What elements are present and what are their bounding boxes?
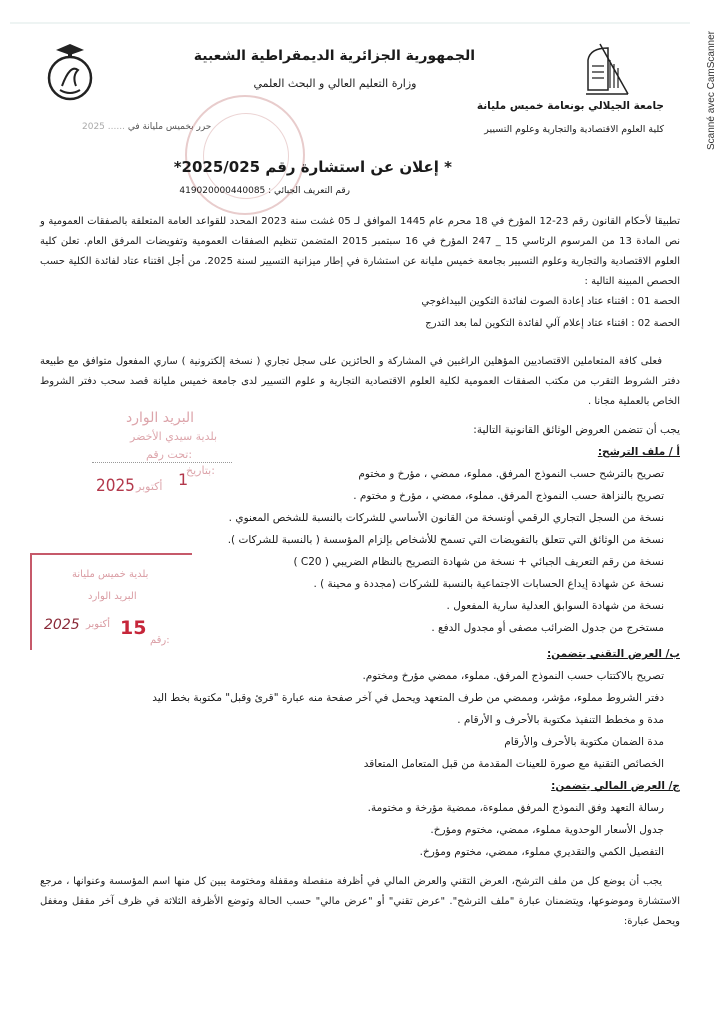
postal-stamp-year: 2025	[96, 476, 135, 496]
university-name: جامعة الجيلالي بونعامة خميس مليانة	[476, 100, 664, 112]
place-date-label: حرر بخميس مليانة في	[127, 122, 212, 132]
scan-edge-line	[10, 22, 690, 24]
lot-item: الحصة 02 : اقتناء عتاد إعلام آلي لفائدة التكوين لما بعد التدرج	[425, 318, 680, 329]
list-item: نسخة من رقم التعريف الجبائي + نسخة من شهادة التصريح بالنظام الضريبي ( C20 )	[293, 556, 664, 568]
municipal-stamp-day: 15	[120, 617, 147, 639]
postal-stamp-number-label: تحت رقم:	[146, 448, 193, 461]
requirements-intro: يجب أن تتضمن العروض الوثائق القانونية التالية:	[473, 424, 680, 436]
list-item: دفتر الشروط مملوء، مؤشر، وممضي من طرف المتعهد ويحمل في آخر صفحة منه عبارة "قرئ وقبل" مكتوبة بخط اليد	[152, 692, 664, 704]
university-crest-logo-icon	[42, 40, 98, 102]
list-item: مستخرج من جدول الضرائب مصفى أو مجدول الدفع .	[431, 622, 664, 634]
municipal-stamp-title: بلدية خميس مليانة	[72, 569, 149, 580]
faculty-name: كلية العلوم الاقتصادية والتجارية وعلوم التسيير	[484, 124, 664, 135]
ministry-name: وزارة التعليم العالي و البحث العلمي	[253, 77, 417, 90]
postal-stamp-date-label: بتاريخ:	[186, 464, 215, 477]
list-item: نسخة من السجل التجاري الرقمي أونسخة من القانون الأساسي للشركات بالنسبة للشخص المعنوي .	[228, 512, 664, 524]
place-date-value: ...... 2025	[82, 122, 125, 132]
postal-received-stamp	[86, 410, 236, 500]
municipal-received-stamp	[30, 553, 192, 650]
section-heading-technical-offer: ب/ العرض التقني يتضمن:	[546, 648, 680, 660]
municipal-stamp-month: أكتوبر	[86, 619, 111, 630]
municipal-stamp-number-label: رقم:	[150, 635, 170, 646]
postal-stamp-title: البريد الوارد	[126, 410, 195, 426]
lot-item: الحصة 01 : اقتناء عتاد إعادة الصوت لفائدة التكوين البيداغوجي	[421, 296, 680, 307]
section-heading-financial-offer: ج/ العرض المالي يتضمن:	[551, 780, 680, 792]
postal-stamp-rule	[92, 462, 232, 463]
list-item: التفصيل الكمي والتقديري مملوء، ممضي، مختوم ومؤرخ.	[419, 846, 664, 858]
municipal-stamp-subtitle: البريد الوارد	[88, 591, 137, 602]
announcement-title: * إعلان عن استشارة رقم 2025/025*	[173, 158, 452, 176]
closing-paragraph: يجب أن يوضع كل من ملف الترشح، العرض التقني والعرض المالي في أظرفة منفصلة ومقفلة ومختومة يبين كل منها اسم المؤسسة وعنوانها ، مرجع الاستشارة وموضوعها، ويتضمنان عبارة "ملف الترشح". "عرض تقني" أو "عرض مالي" حسب الحالة وتوضع الأظرفة الثلاثة في ظرف آخر مقفل ومغفل ويحمل عبارة:	[40, 876, 680, 927]
list-item: الخصائص التقنية مع صورة للعينات المقدمة من قبل المتعامل المتعاقد	[363, 758, 664, 770]
list-item: جدول الأسعار الوحدوية مملوء، ممضي، مختوم ومؤرخ.	[430, 824, 664, 836]
municipal-stamp-year: 2025	[44, 617, 80, 633]
scanner-watermark: Scanné avec CamScanner	[706, 31, 717, 150]
section-heading-candidacy: أ / ملف الترشح:	[597, 446, 680, 458]
postal-stamp-day: 1	[178, 470, 189, 489]
participation-paragraph: فعلى كافة المتعاملين الاقتصاديين المؤهلين الراغبين في المشاركة و الحائزين على سجل تجاري ( نسخة إلكترونية ) ساري المفعول متوافق مع طبيعة دفتر الشروط التقرب من مكتب الصفقات العمومية لكلية العلوم الاقتصادية التجارية و علوم التسيير لدى جامعة خميس مليانة قصد سحب دفتر الشروط الخاص بالعملية مجانا .	[40, 356, 680, 407]
list-item: تصريح بالاكتتاب حسب النموذج المرفق. مملوء، ممضي مؤرخ ومختوم.	[362, 670, 664, 682]
intro-paragraph: تطبيقا لأحكام القانون رقم 23-12 المؤرخ في 18 محرم عام 1445 الموافق لـ 05 غشت سنة 2023 المحدد للقواعد العامة المتعلقة بالصفقات العمومية و نص المادة 13 من المرسوم الرئاسي 15 _ 247 المؤرخ في 16 سبتمبر 2015 المتضمن تنظيم الصفقات العمومية وتفويضات المرفق العام. تعلن كلية العلوم الاقتصادية والتجارية وعلوم التسيير بجامعة خميس مليانة عن استشارة في إطار ميزانية التسيير لسنة 2025. من أجل اقتناء عتاد لفائدة الكلية حسب الحصص المبينة التالية :	[40, 216, 680, 287]
list-item: رسالة التعهد وفق النموذج المرفق مملوءة، ممضية مؤرخة و مختومة.	[367, 802, 664, 814]
republic-title: الجمهورية الجزائرية الديمقراطية الشعبية	[193, 48, 475, 64]
list-item: نسخة من شهادة السوابق العدلية سارية المفعول .	[446, 600, 664, 612]
list-item: مدة الضمان مكتوبة بالأحرف والأرقام	[504, 736, 664, 748]
list-item: مدة و مخطط التنفيذ مكتوبة بالأحرف و الأرقام .	[457, 714, 664, 726]
list-item: تصريح بالترشح حسب النموذج المرفق. مملوء، ممضي ، مؤرخ و مختوم	[358, 468, 664, 480]
tax-id: رقم التعريف الجبائي : 419020000440085	[179, 186, 350, 196]
list-item: تصريح بالنزاهة حسب النموذج المرفق. مملوء، ممضي ، مؤرخ و مختوم .	[353, 490, 664, 502]
postal-stamp-municipality: بلدية سيدي الأخضر	[130, 430, 218, 443]
list-item: نسخة من الوثائق التي تتعلق بالتفويضات التي تسمح للأشخاص بإلزام المؤسسة ( بالنسبة للشركات ).	[227, 534, 664, 546]
list-item: نسخة عن شهادة إيداع الحسابات الاجتماعية بالنسبة للشركات (مجددة و محينة ) .	[313, 578, 664, 590]
faculty-logo-icon	[578, 40, 634, 102]
postal-stamp-month: أكتوبر	[136, 480, 163, 493]
faculty-round-stamp	[185, 95, 305, 215]
